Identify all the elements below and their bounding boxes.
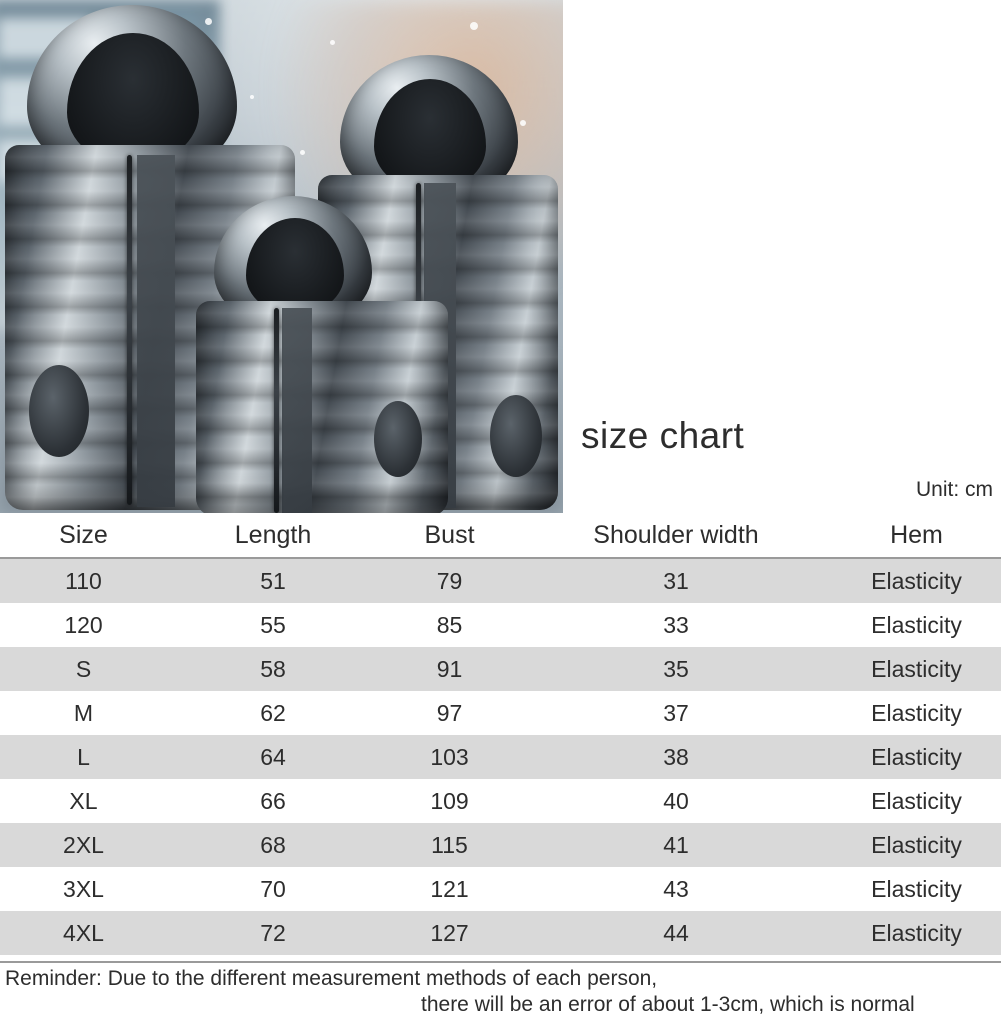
column-header-hem: Hem [832, 513, 1001, 558]
cell-bust: 79 [379, 558, 520, 603]
cell-shoulder-width: 44 [520, 911, 832, 955]
cell-length: 66 [167, 779, 379, 823]
cell-shoulder-width: 41 [520, 823, 832, 867]
cell-bust: 103 [379, 735, 520, 779]
table-row [0, 647, 1001, 691]
cell-length: 70 [167, 867, 379, 911]
cell-hem: Elasticity [832, 735, 1001, 779]
table-row [0, 823, 1001, 867]
cell-size: XL [0, 779, 167, 823]
cell-bust: 91 [379, 647, 520, 691]
table-row [0, 735, 1001, 779]
cell-size: 120 [0, 603, 167, 647]
cell-length: 58 [167, 647, 379, 691]
cell-shoulder-width: 31 [520, 558, 832, 603]
cell-shoulder-width: 43 [520, 867, 832, 911]
table-row [0, 691, 1001, 735]
cell-length: 62 [167, 691, 379, 735]
unit-label: Unit: cm [915, 478, 993, 501]
table-header-row [0, 513, 1001, 558]
table-row [0, 603, 1001, 647]
cell-bust: 127 [379, 911, 520, 955]
cell-shoulder-width: 37 [520, 691, 832, 735]
cell-hem: Elasticity [832, 603, 1001, 647]
cell-hem: Elasticity [832, 823, 1001, 867]
size-table-container [0, 513, 1001, 955]
product-photo [0, 0, 563, 513]
table-row [0, 558, 1001, 603]
table-row [0, 867, 1001, 911]
cell-length: 68 [167, 823, 379, 867]
cell-size: 3XL [0, 867, 167, 911]
table-body [0, 558, 1001, 955]
cell-bust: 115 [379, 823, 520, 867]
cell-shoulder-width: 35 [520, 647, 832, 691]
cell-bust: 97 [379, 691, 520, 735]
cell-size: M [0, 691, 167, 735]
title-block [563, 0, 1001, 513]
cell-shoulder-width: 40 [520, 779, 832, 823]
cell-hem: Elasticity [832, 647, 1001, 691]
size-table [0, 513, 1001, 955]
cell-size: S [0, 647, 167, 691]
reminder-line-2: there will be an error of about 1-3cm, which is normal [421, 993, 915, 1016]
cell-bust: 121 [379, 867, 520, 911]
cell-bust: 85 [379, 603, 520, 647]
vest-child [196, 196, 456, 513]
reminder-line-1: Reminder: Due to the different measurement methods of each person, [5, 967, 658, 990]
cell-shoulder-width: 38 [520, 735, 832, 779]
page-title: size chart [581, 415, 745, 456]
cell-hem: Elasticity [832, 779, 1001, 823]
cell-bust: 109 [379, 779, 520, 823]
cell-hem: Elasticity [832, 691, 1001, 735]
cell-size: 110 [0, 558, 167, 603]
column-header-size: Size [0, 513, 167, 558]
cell-shoulder-width: 33 [520, 603, 832, 647]
cell-size: 4XL [0, 911, 167, 955]
cell-size: 2XL [0, 823, 167, 867]
column-header-bust: Bust [379, 513, 520, 558]
table-row [0, 911, 1001, 955]
cell-hem: Elasticity [832, 558, 1001, 603]
cell-length: 55 [167, 603, 379, 647]
cell-length: 51 [167, 558, 379, 603]
column-header-shoulder-width: Shoulder width [520, 513, 832, 558]
cell-hem: Elasticity [832, 867, 1001, 911]
table-header [0, 513, 1001, 558]
table-row [0, 779, 1001, 823]
cell-length: 64 [167, 735, 379, 779]
snow-dot [470, 22, 478, 30]
cell-length: 72 [167, 911, 379, 955]
column-header-length: Length [167, 513, 379, 558]
cell-hem: Elasticity [832, 911, 1001, 955]
cell-size: L [0, 735, 167, 779]
reminder-note [0, 961, 1001, 1021]
snow-dot [330, 40, 335, 45]
